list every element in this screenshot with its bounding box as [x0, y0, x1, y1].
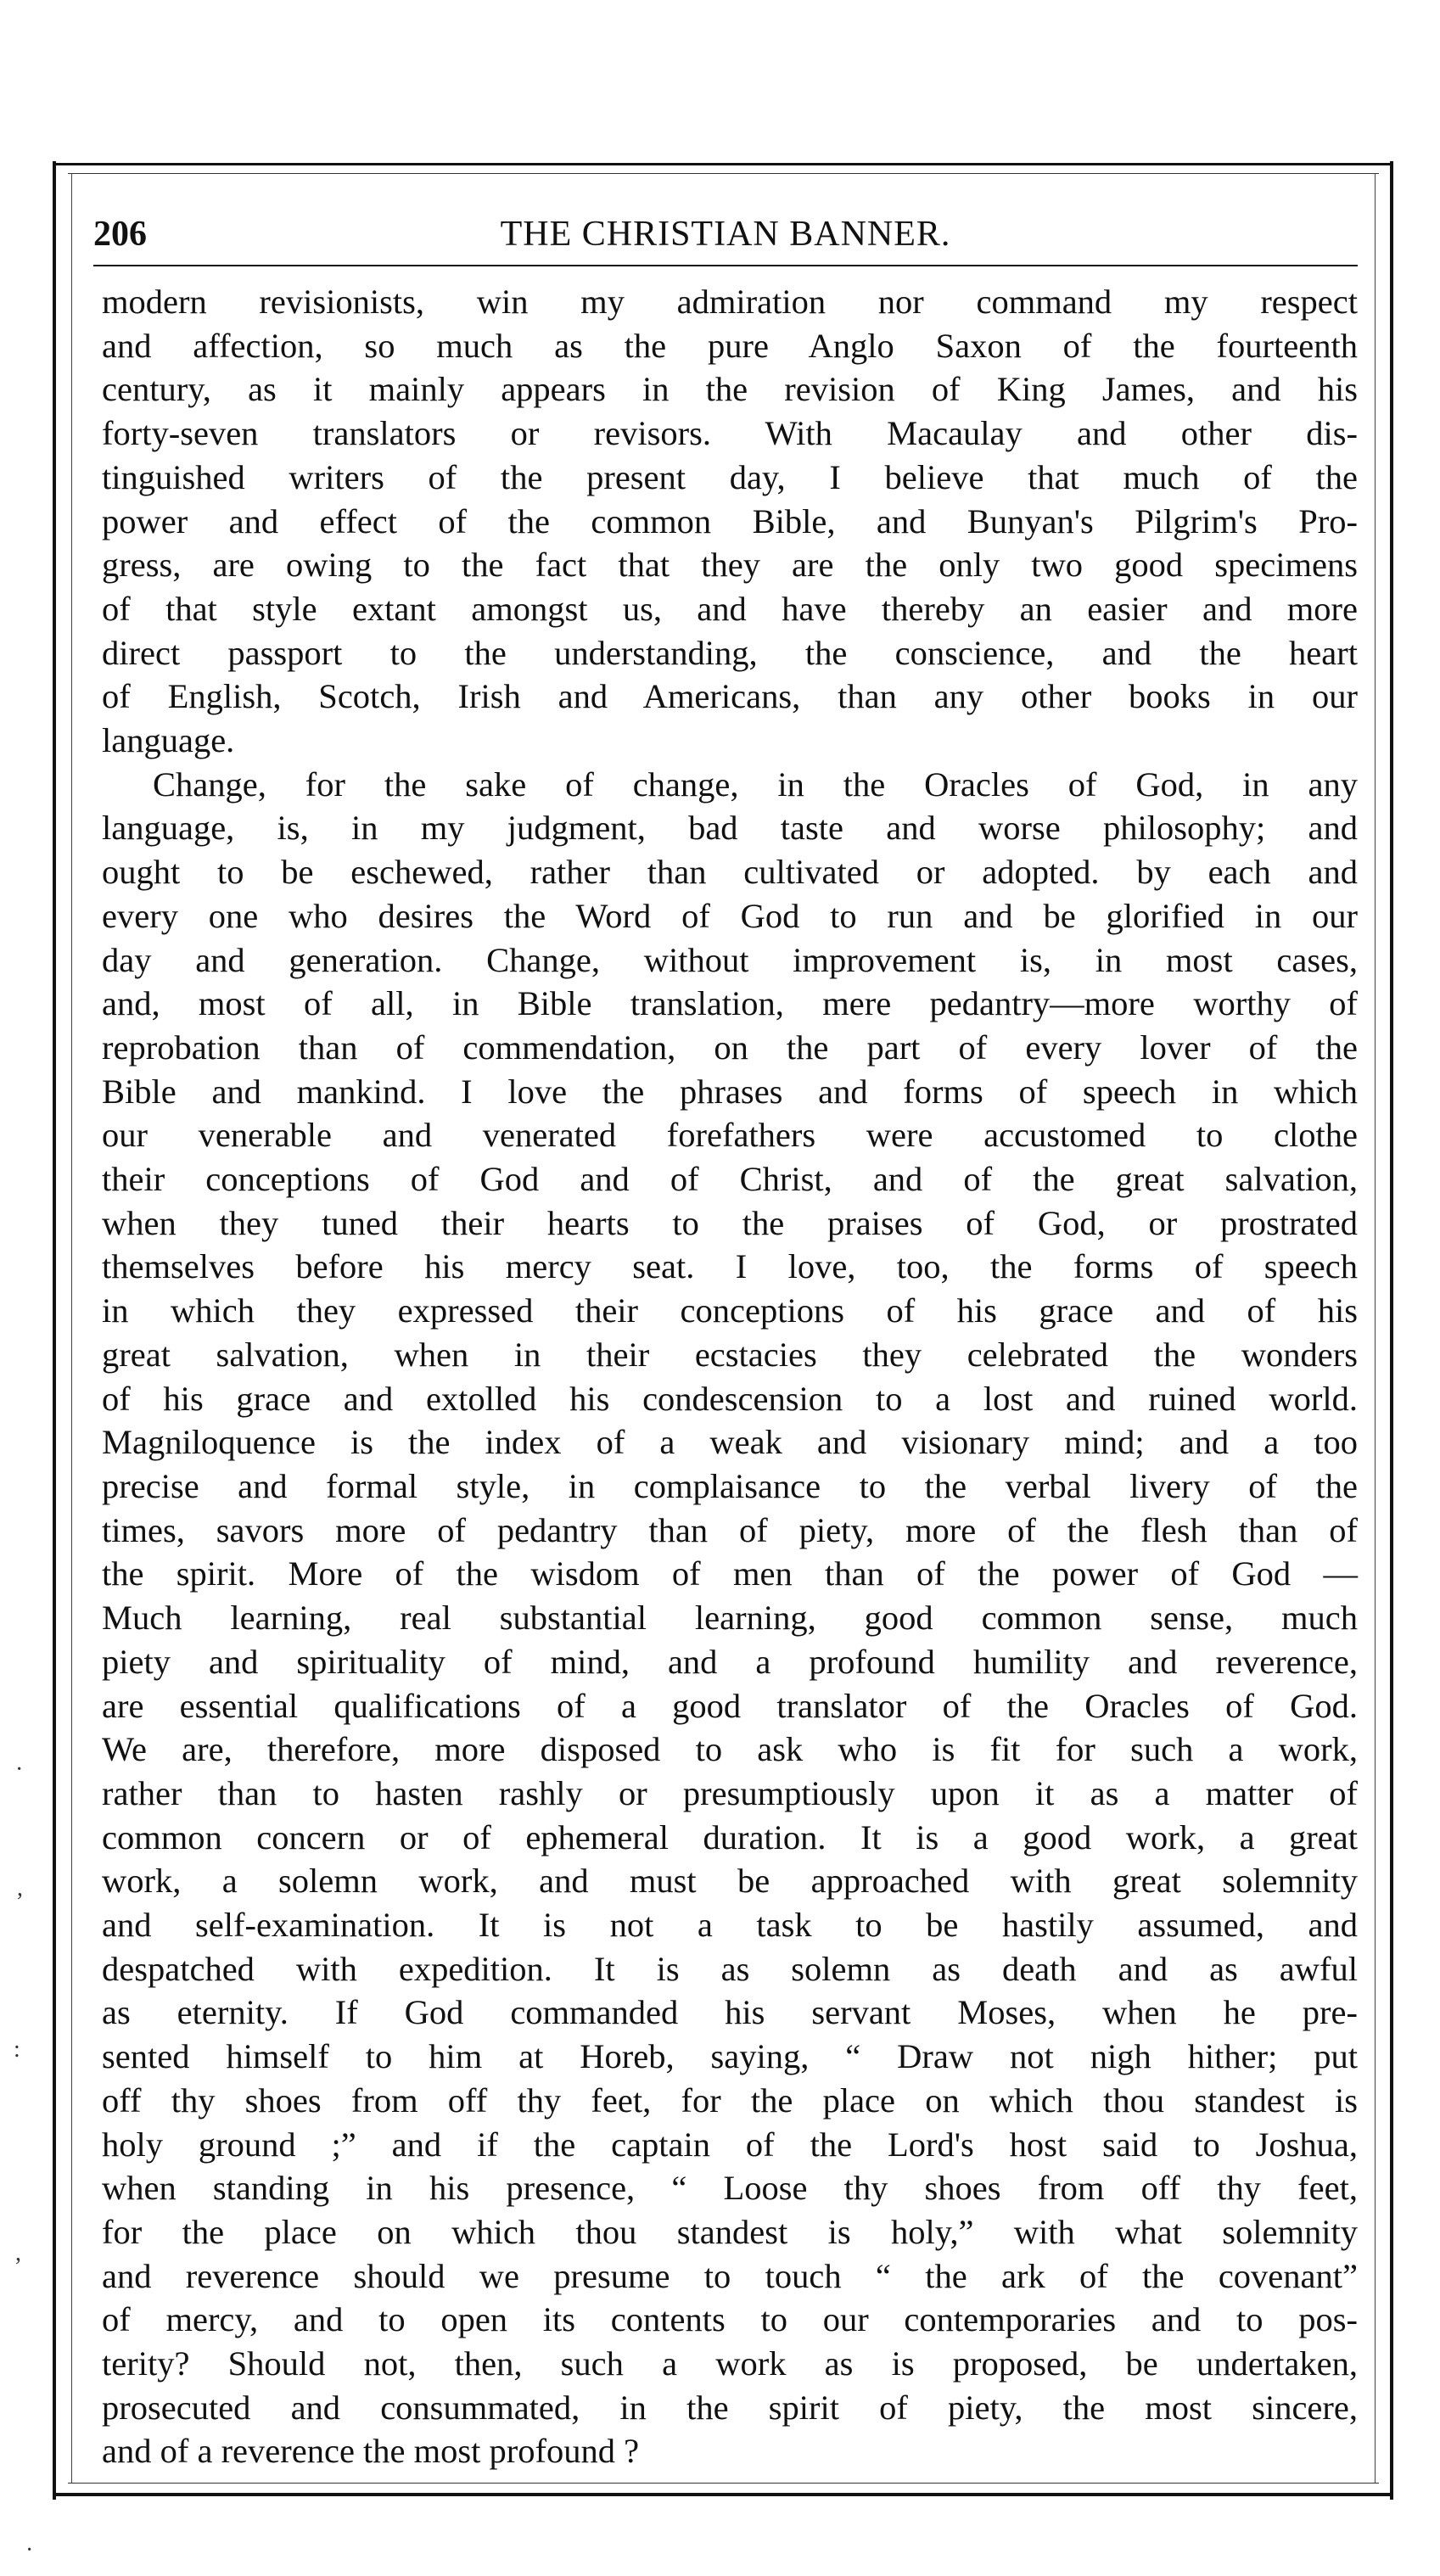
text-line: precise and formal style, in complaisance to the verbal livery of the: [102, 1466, 1358, 1505]
text-line: are essential qualifications of a good translator of the Oracles of God.: [102, 1686, 1358, 1725]
text-line: when they tuned their hearts to the praises of God, or prostrated: [102, 1203, 1358, 1242]
text-line: of his grace and extolled his condescension to a lost and ruined world.: [102, 1379, 1358, 1418]
text-line: when standing in his presence, “ Loose thy shoes from off thy feet,: [102, 2169, 1358, 2208]
text-line: terity? Should not, then, such a work as is proposed, be undertaken,: [102, 2344, 1358, 2383]
left-inner-rule: [71, 173, 72, 2483]
text-line: We are, therefore, more disposed to ask who is fit for such a work,: [102, 1730, 1358, 1769]
margin-speck: :: [14, 2036, 20, 2063]
text-line: times, savors more of pedantry than of piety, more of the flesh than of: [102, 1510, 1358, 1549]
text-line: prosecuted and consummated, in the spirit of piety, the most sincere,: [102, 2388, 1358, 2427]
text-line: and self-examination. It is not a task to be hastily assumed, and: [102, 1906, 1358, 1945]
margin-speck: ·: [15, 1756, 24, 1783]
text-line: gress, are owing to the fact that they are the only two good specimens: [102, 546, 1358, 585]
text-line: for the place on which thou standest is holy,” with what solemnity: [102, 2212, 1358, 2251]
text-line: reprobation than of commendation, on the part of every lover of the: [102, 1028, 1358, 1067]
text-line: and, most of all, in Bible translation, mere pedantry—more worthy of: [102, 984, 1358, 1023]
margin-speck: ,: [17, 1875, 23, 1901]
text-line: in which they expressed their conceptions of his grace and of his: [102, 1291, 1358, 1330]
bottom-border-inner-rule: [68, 2483, 1379, 2484]
text-line: sented himself to him at Horeb, saying, “ Draw not nigh hither; put: [102, 2037, 1358, 2076]
text-line: rather than to hasten rashly or presumptiously upon it as a matter of: [102, 1773, 1358, 1812]
text-line: Bible and mankind. I love the phrases and forms of speech in which: [102, 1072, 1358, 1111]
text-line: tinguished writers of the present day, I believe that much of the: [102, 457, 1358, 496]
text-line: common concern or of ephemeral duration. It is a good work, a great: [102, 1817, 1358, 1856]
text-line: great salvation, when in their ecstacies they celebrated the wonders: [102, 1335, 1358, 1374]
text-line: Magniloquence is the index of a weak and visionary mind; and a too: [102, 1423, 1358, 1462]
header-rule: [93, 265, 1358, 266]
text-line: despatched with expedition. It is as solemn as death and as awful: [102, 1949, 1358, 1988]
body-text: [102, 280, 1358, 2473]
text-line: and of a reverence the most profound ?: [102, 2432, 640, 2471]
text-line: their conceptions of God and of Christ, and of the great salvation,: [102, 1160, 1358, 1199]
text-line: power and effect of the common Bible, and Bunyan's Pilgrim's Pro-: [102, 501, 1358, 540]
page-number: 206: [93, 215, 147, 254]
top-border-rule: [53, 163, 1393, 165]
text-line: work, a solemn work, and must be approached with great solemnity: [102, 1862, 1358, 1901]
text-line: of that style extant amongst us, and have thereby an easier and more: [102, 589, 1358, 628]
text-line: off thy shoes from off thy feet, for the place on which thou standest is: [102, 2080, 1358, 2120]
text-line: language.: [102, 721, 235, 760]
text-line: as eternity. If God commanded his servant Moses, when he pre-: [102, 1993, 1358, 2032]
text-line: forty-seven translators or revisors. With Macaulay and other dis-: [102, 414, 1358, 453]
text-line: Much learning, real substantial learning, good common sense, much: [102, 1599, 1358, 1638]
text-line: of mercy, and to open its contents to our contemporaries and to pos-: [102, 2300, 1358, 2339]
text-line: holy ground ;” and if the captain of the Lord's host said to Joshua,: [102, 2125, 1358, 2164]
text-line: Change, for the sake of change, in the Oracles of God, in any: [153, 764, 1358, 804]
page-header: [93, 210, 1358, 258]
bottom-border-rule: [53, 2493, 1393, 2496]
text-line: century, as it mainly appears in the revision of King James, and his: [102, 370, 1358, 409]
text-line: language, is, in my judgment, bad taste and worse philosophy; and: [102, 809, 1358, 848]
text-line: direct passport to the understanding, the conscience, and the heart: [102, 633, 1358, 672]
text-line: piety and spirituality of mind, and a profound humility and reverence,: [102, 1642, 1358, 1681]
running-title: THE CHRISTIAN BANNER.: [500, 215, 951, 254]
text-line: modern revisionists, win my admiration nor command my respect: [102, 283, 1358, 321]
margin-speck: ·: [25, 2537, 34, 2563]
text-line: the spirit. More of the wisdom of men than of the power of God —: [102, 1554, 1358, 1593]
text-line: ought to be eschewed, rather than cultivated or adopted. by each and: [102, 853, 1358, 892]
text-line: and reverence should we presume to touch “ the ark of the covenant”: [102, 2256, 1358, 2295]
text-line: themselves before his mercy seat. I love, too, the forms of speech: [102, 1247, 1358, 1286]
text-line: our venerable and venerated forefathers were accustomed to clothe: [102, 1116, 1358, 1155]
text-line: day and generation. Change, without improvement is, in most cases,: [102, 940, 1358, 979]
text-line: every one who desires the Word of God to run and be glorified in our: [102, 896, 1358, 935]
right-inner-rule: [1375, 173, 1376, 2483]
top-border-inner-rule: [68, 173, 1379, 174]
text-line: of English, Scotch, Irish and Americans, than any other books in our: [102, 677, 1358, 716]
text-line: and affection, so much as the pure Anglo Saxon of the fourteenth: [102, 326, 1358, 365]
margin-speck: ,: [15, 2240, 21, 2266]
